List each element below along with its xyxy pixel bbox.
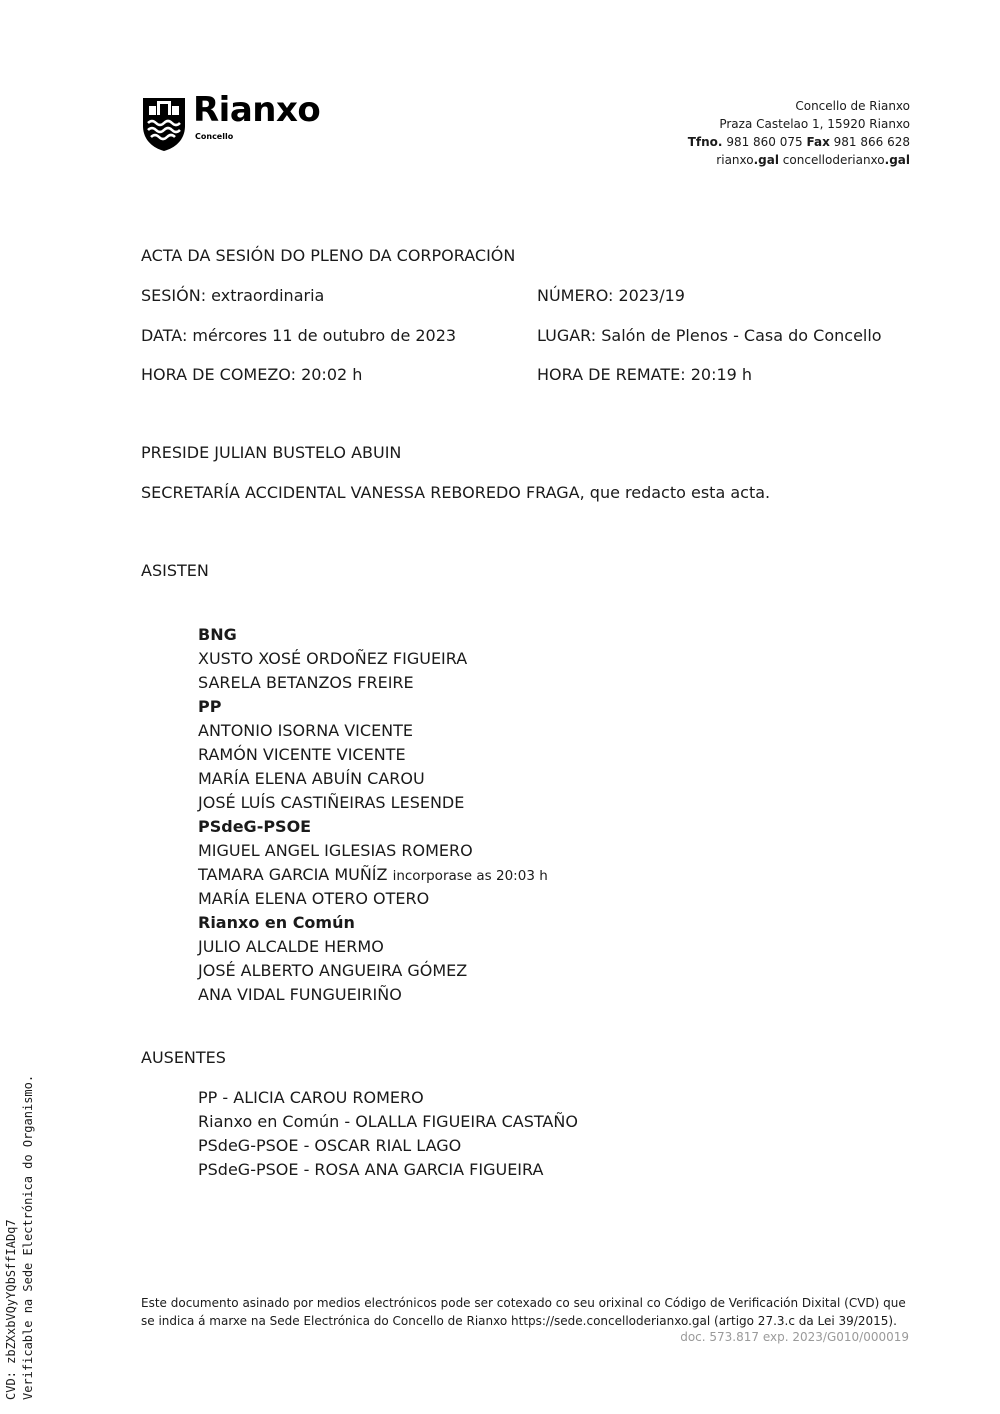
list-item: ANTONIO ISORNA VICENTE bbox=[198, 721, 414, 740]
logo-subtitle: Concello bbox=[195, 132, 234, 141]
list-item: JOSÉ LUÍS CASTIÑEIRAS LESENDE bbox=[198, 793, 465, 812]
document-reference: doc. 573.817 exp. 2023/G010/000019 bbox=[680, 1330, 909, 1344]
address-line-2: Praza Castelao 1, 15920 Rianxo bbox=[719, 117, 910, 131]
header-address bbox=[688, 97, 910, 169]
cvd-verification: Verificable na Sede Electrónica do Organismo. bbox=[21, 1074, 35, 1400]
list-item: PSdeG-PSOE - OSCAR RIAL LAGO bbox=[198, 1136, 462, 1155]
session-place: LUGAR: Salón de Plenos - Casa do Concello bbox=[537, 326, 882, 345]
session-date: DATA: mércores 11 de outubro de 2023 bbox=[141, 326, 457, 345]
address-line-1: Concello de Rianxo bbox=[795, 99, 910, 113]
phone-number: 981 860 075 bbox=[726, 135, 803, 149]
list-item: SARELA BETANZOS FREIRE bbox=[198, 673, 414, 692]
list-item: JOSÉ ALBERTO ANGUEIRA GÓMEZ bbox=[198, 961, 468, 980]
list-item: Rianxo en Común - OLALLA FIGUEIRA CASTAÑO bbox=[198, 1112, 578, 1131]
footer-notice: Este documento asinado por medios electrónicos pode ser cotexado co seu orixinal co Código de Verificación Dixital (CVD) que se indica á marxe na Sede Electrónica do Concello de Rianxo https://sede.concelloderianxo.gal (artigo 27.3.c da Lei 39/2015). bbox=[141, 1296, 906, 1328]
fax-label: Fax bbox=[806, 135, 830, 149]
list-item: MIGUEL ANGEL IGLESIAS ROMERO bbox=[198, 841, 473, 860]
group-name: BNG bbox=[198, 625, 237, 644]
list-item: XUSTO XOSÉ ORDOÑEZ FIGUEIRA bbox=[198, 649, 468, 668]
session-type: SESIÓN: extraordinaria bbox=[141, 286, 325, 305]
phone-label: Tfno. bbox=[687, 135, 723, 149]
group-name: PSdeG-PSOE bbox=[198, 817, 312, 836]
list-item: MARÍA ELENA ABUÍN CAROU bbox=[198, 769, 425, 788]
arrival-note: incorporase as 20:03 h bbox=[392, 868, 548, 884]
group-name: PP bbox=[198, 697, 222, 716]
address-phone-line bbox=[688, 133, 910, 151]
shield-icon bbox=[141, 96, 187, 152]
list-item: JULIO ALCALDE HERMO bbox=[198, 937, 384, 956]
list-item: TAMARA GARCIA MUÑÍZ incorporase as 20:03 h bbox=[198, 865, 548, 884]
web-link-1[interactable]: rianxo.gal bbox=[716, 153, 779, 167]
list-item: MARÍA ELENA OTERO OTERO bbox=[198, 889, 430, 908]
fax-number: 981 866 628 bbox=[833, 135, 910, 149]
rianxo-logo bbox=[141, 90, 346, 152]
logo-wordmark: Rianxo bbox=[193, 90, 321, 130]
secretary: SECRETARÍA ACCIDENTAL VANESSA REBOREDO FRAGA, que redacto esta acta. bbox=[141, 483, 771, 502]
group-name: Rianxo en Común bbox=[198, 913, 355, 932]
end-time: HORA DE REMATE: 20:19 h bbox=[537, 365, 753, 384]
list-item: PP - ALICIA CAROU ROMERO bbox=[198, 1088, 424, 1107]
start-time: HORA DE COMEZO: 20:02 h bbox=[141, 365, 363, 384]
cvd-code: CVD: zbZXxbVQyYQbSffIADq7 bbox=[4, 1219, 18, 1400]
web-link-2[interactable]: concelloderianxo.gal bbox=[782, 153, 910, 167]
cvd-margin-text bbox=[3, 1075, 37, 1400]
document-title: ACTA DA SESIÓN DO PLENO DA CORPORACIÓN bbox=[141, 246, 516, 265]
session-number: NÚMERO: 2023/19 bbox=[537, 286, 685, 305]
list-item: PSdeG-PSOE - ROSA ANA GARCIA FIGUEIRA bbox=[198, 1160, 544, 1179]
absentees-heading: AUSENTES bbox=[141, 1048, 226, 1067]
list-item: ANA VIDAL FUNGUEIRIÑO bbox=[198, 985, 402, 1004]
presided-by: PRESIDE JULIAN BUSTELO ABUIN bbox=[141, 443, 402, 462]
address-web-line bbox=[688, 151, 910, 169]
attendees-heading: ASISTEN bbox=[141, 561, 209, 580]
list-item: RAMÓN VICENTE VICENTE bbox=[198, 745, 406, 764]
